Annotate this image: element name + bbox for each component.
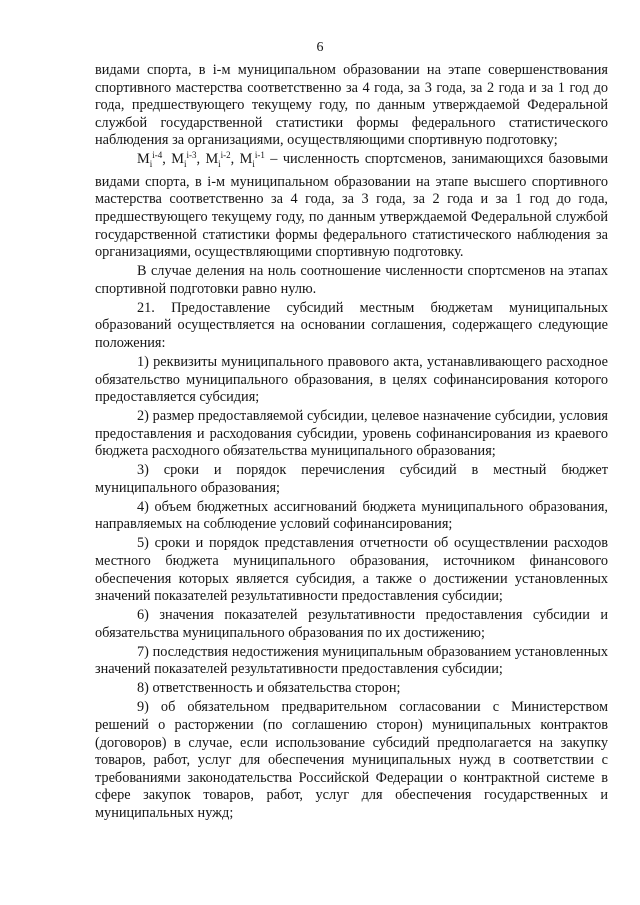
list-item-1: 1) реквизиты муниципального правового акта, устанавливающего расходное обязательство муниципального образования, в целях софинансирования которого предоставляется субсидия; bbox=[95, 353, 608, 406]
list-item-4: 4) объем бюджетных ассигнований бюджета муниципального образования, направляемых на соблюдение условий софинансирования; bbox=[95, 498, 608, 533]
list-item-8: 8) ответственность и обязательства сторон; bbox=[137, 680, 401, 697]
list-item-7: 7) последствия недостижения муниципальным образованием установленных значений показателей результативности предоставления субсидии; bbox=[95, 643, 608, 678]
list-item-6: 6) значения показателей результативности предоставления субсидии и обязательства муниципального образования по их достижению; bbox=[95, 607, 608, 641]
list-item-3: 3) сроки и порядок перечисления субсидий в местный бюджет муниципального образования; bbox=[95, 462, 608, 496]
paragraph-3: В случае деления на ноль соотношение численности спортсменов на этапах спортивной подготовки равно нулю. bbox=[95, 263, 608, 297]
formula-var-2: $M_i^{i-3}$ bbox=[171, 150, 197, 170]
formula-var-3: $M_i^{i-2}$ bbox=[205, 150, 231, 170]
paragraph-4: 21. Предоставление субсидий местным бюджетам муниципальных образований осуществляется на основании соглашения, содержащего следующие положения: bbox=[95, 299, 608, 351]
document-body bbox=[95, 62, 608, 824]
formula-var-4: $M_i^{i-1}$ bbox=[239, 150, 265, 170]
list-item-9: 9) об обязательном предварительном согласовании с Министерством решений о расторжении (по соглашению сторон) муниципальных контрактов (договоров) в случае, если использование субсидий предполагается на закупку товаров, работ, услуг для обеспечения муниципальных нужд в соответствии с требованиями законодательства Российской Федерации о контрактной системе в сфере закупок товаров, работ, услуг для обеспечения государственных и муниципальных нужд; bbox=[95, 699, 608, 821]
formula-var-1: $M_i^{i-4}$ bbox=[137, 150, 163, 170]
paragraph-2-text: – численность спортсменов, занимающихся базовыми видами спорта, в i-м муниципальном образовании на этапе высшего спортивного мастерства соответственно за 4 года, за 3 года, за 2 года и за 1 год до года, предшествующего текущему году, по данным утверждаемой Федеральной службой государственной статистики формы федерального статистического наблюдения за организациями, осуществляющими спортивную подготовку. bbox=[95, 151, 609, 261]
paragraph-1: видами спорта, в i-м муниципальном образовании на этапе совершенствования спортивного мастерства соответственно за 4 года, за 3 года, за 2 года и за 1 год до года, предшествующего текущему году, по данным утверждаемой Федеральной службой государственной статистики формы федерального статистического наблюдения за организациями, осуществляющими спортивную подготовку; bbox=[95, 62, 608, 149]
paragraph-2: $M_i^{i-4}$, $M_i^{i-3}$, $M_i^{i-2}$, $M_i^{i-1}$ – численность спортсменов, занимающихся базовыми видами спорта, в i-м муниципальном образовании на этапе высшего спортивного мастерства соответственно за 4 года, за 3 года, за 2 года и за 1 год до года, предшествующего текущему году, по данным утверждаемой Федеральной службой государственной статистики формы федерального статистического наблюдения за организациями, осуществляющими спортивную подготовку. bbox=[95, 150, 609, 261]
list-item-2: 2) размер предоставляемой субсидии, целевое назначение субсидии, условия предоставления и расходования субсидии, уровень софинансирования из краевого бюджета расходного обязательства муниципального образования; bbox=[95, 408, 608, 460]
page-number: 6 bbox=[316, 40, 324, 55]
list-item-5: 5) сроки и порядок представления отчетности об осуществлении расходов местного бюджета муниципального образования, источником финансового обеспечения которых является субсидия, а также о достижении установленных значений показателей результативности предоставления субсидии; bbox=[95, 535, 608, 605]
